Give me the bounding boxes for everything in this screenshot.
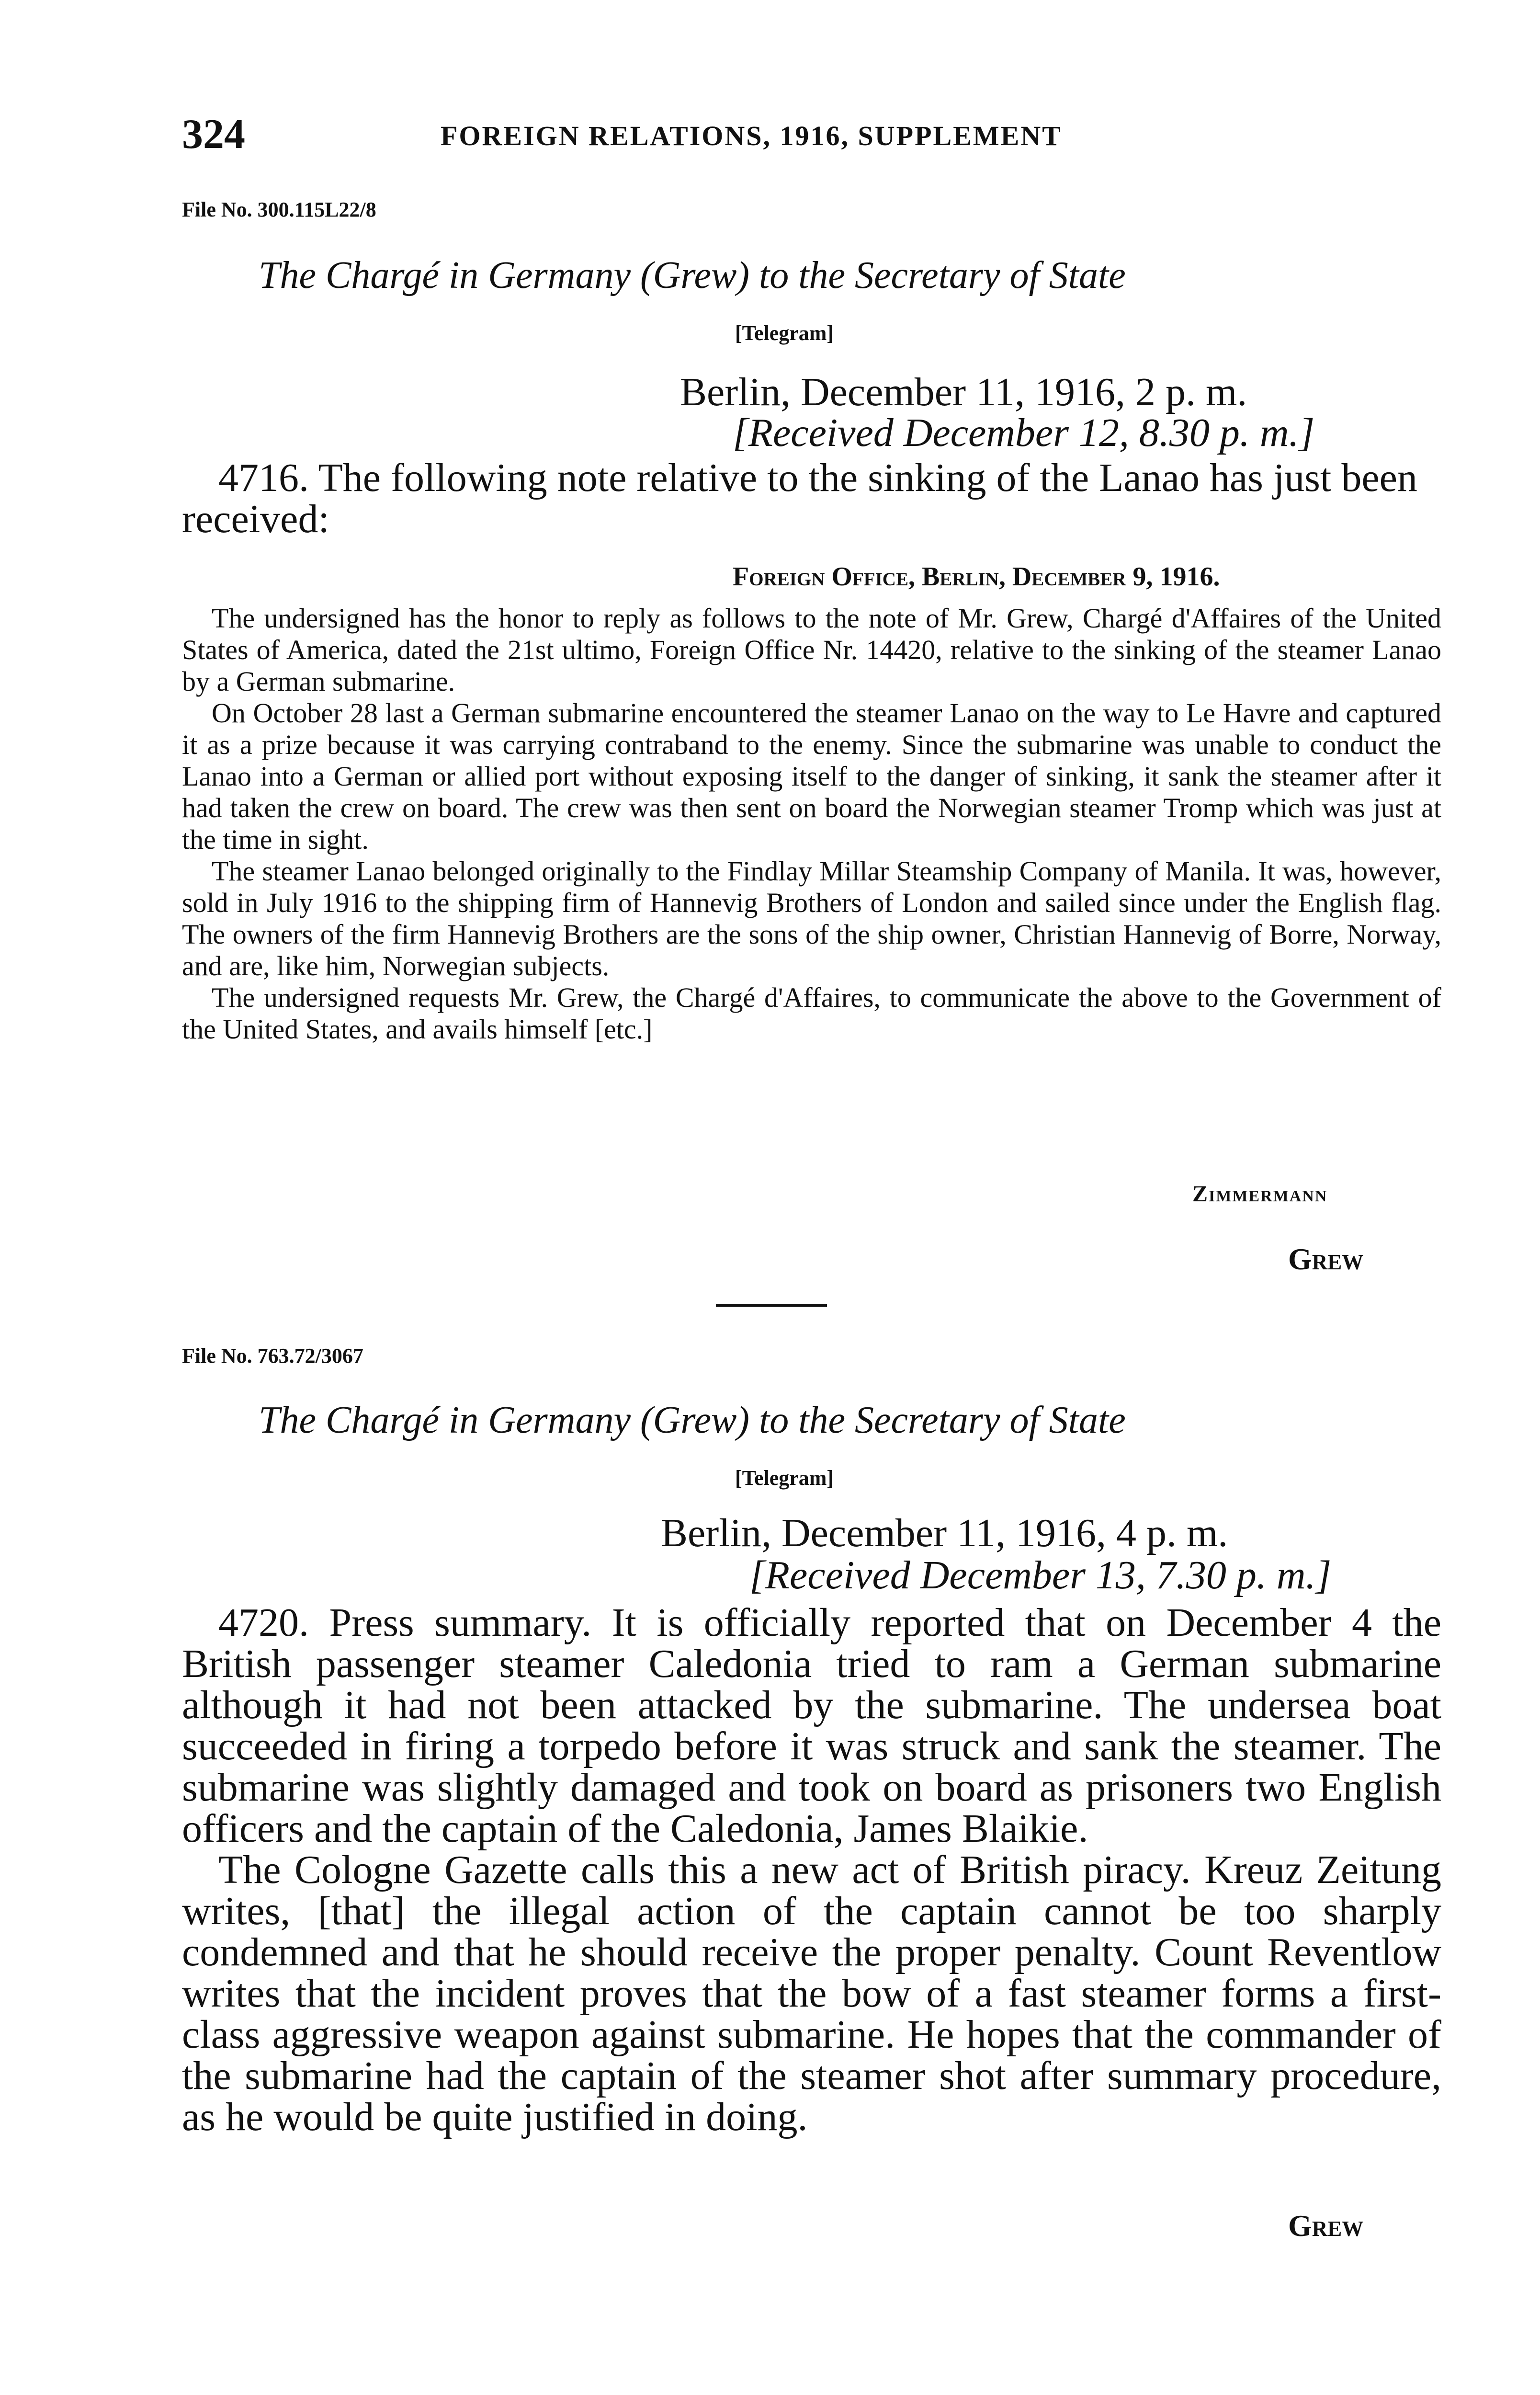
note-body (182, 603, 1441, 1045)
note-paragraph: On October 28 last a German submarine encountered the steamer Lanao on the way to Le Havre and captured it as a prize because it was carrying contraband to the enemy. Since the submarine was unable to conduct the Lanao into a German or allied port without exposing itself to the danger of sinking, it sank the steamer after it had taken the crew on board. The crew was then sent on board the Norwegian steamer Tromp which was just at the time in sight. (182, 697, 1441, 855)
dateline: Berlin, December 11, 1916, 2 p. m. (680, 370, 1247, 414)
body-paragraph: The Cologne Gazette calls this a new act of British piracy. Kreuz Zeitung writes, [that] the illegal action of the captain cannot be too sharply condemned and that he should receive the proper penalty. Count Reventlow writes that the incident proves that the bow of a fast steamer forms a first-class aggressive weapon against submarine. He hopes that the commander of the submarine had the captain of the steamer shot after summary procedure, as he would be quite justified in doing. (182, 1848, 1441, 2139)
telegram-intro: 4716. The following note relative to the sinking of the Lanao has just been received: (182, 456, 1417, 541)
page-number: 324 (182, 111, 245, 158)
note-paragraph: The undersigned requests Mr. Grew, the Chargé d'Affaires, to communicate the above to the Government of the United States, and avails himself [etc.] (182, 982, 1441, 1045)
section-divider (716, 1304, 827, 1307)
dateline: Berlin, December 11, 1916, 4 p. m. (661, 1511, 1228, 1555)
running-title: FOREIGN RELATIONS, 1916, SUPPLEMENT (441, 120, 1062, 151)
signature: Grew (1288, 1242, 1364, 1276)
note-paragraph: The steamer Lanao belonged originally to the Findlay Millar Steamship Company of Manila. It was, however, sold in July 1916 to the shipping firm of Hannevig Brothers of London and sailed since under the English flag. The owners of the firm Hannevig Brothers are the sons of the ship owner, Christian Hannevig of Borre, Norway, and are, like him, Norwegian subjects. (182, 855, 1441, 981)
telegram-body (182, 1602, 1441, 2138)
signature: Grew (1288, 2209, 1364, 2243)
note-paragraph: The undersigned has the honor to reply as follows to the note of Mr. Grew, Chargé d'Affaires of the United States of America, dated the 21st ultimo, Foreign Office Nr. 14420, relative to the sinking of the steamer Lanao by a German submarine. (182, 603, 1441, 697)
telegram-label: [Telegram] (735, 1466, 834, 1490)
note-signature: Zimmermann (1192, 1181, 1328, 1207)
received-line: [Received December 12, 8.30 p. m.] (733, 411, 1315, 455)
file-number: File No. 763.72/3067 (182, 1344, 363, 1368)
body-paragraph: 4720. Press summary. It is officially reported that on December 4 the British passenger steamer Caledonia tried to ram a German submarine although it had not been attacked by the submarine. The undersea boat succeeded in firing a torpedo before it was struck and sank the steamer. The submarine was slightly damaged and took on board as prisoners two English officers and the captain of the Caledonia, James Blaikie. (182, 1600, 1441, 1851)
telegram-label: [Telegram] (735, 321, 834, 345)
document-title: The Chargé in Germany (Grew) to the Secretary of State (259, 1399, 1126, 1441)
file-number: File No. 300.115L22/8 (182, 198, 376, 221)
note-heading: Foreign Office, Berlin, December 9, 1916. (733, 562, 1220, 592)
received-line: [Received December 13, 7.30 p. m.] (749, 1553, 1332, 1597)
document-title: The Chargé in Germany (Grew) to the Secretary of State (259, 254, 1126, 297)
